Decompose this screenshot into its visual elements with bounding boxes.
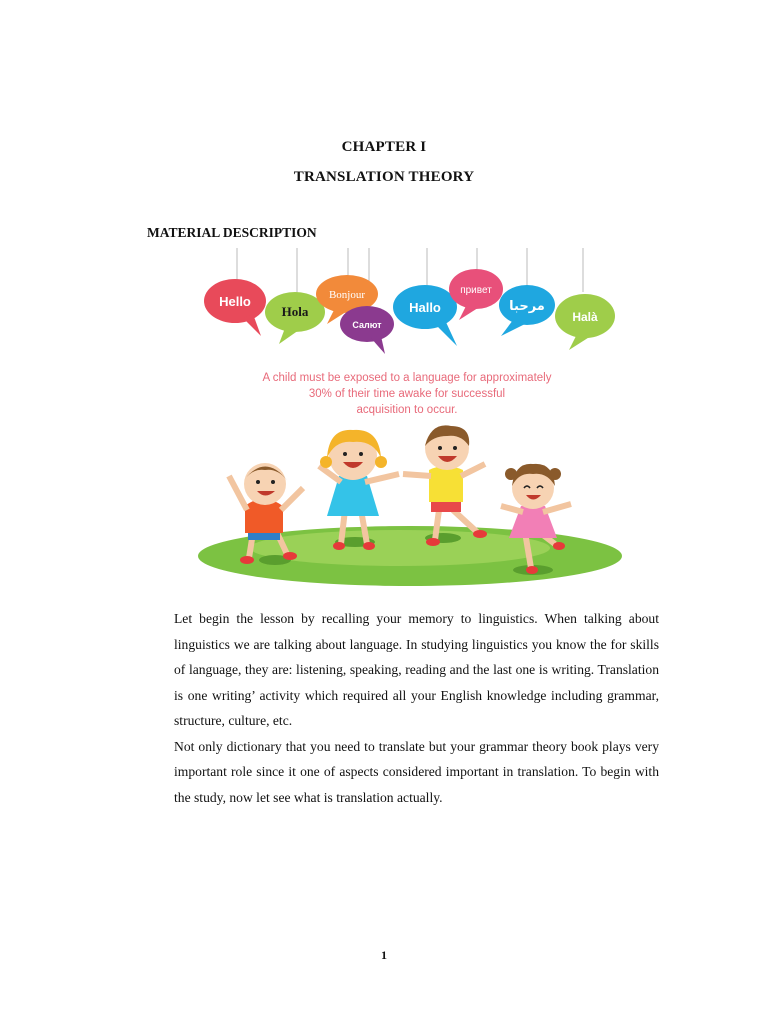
bubble-marhaba — [499, 285, 555, 336]
bubble-salut — [340, 306, 394, 354]
chapter-title: TRANSLATION THEORY — [293, 169, 475, 185]
bubble-marhaba-text: مرحبا — [509, 298, 545, 313]
caption-line-3: acquisition to occur. — [356, 404, 458, 416]
body-text — [174, 606, 659, 810]
bubble-privet-text: привет — [460, 285, 492, 296]
body-paragraph-1: Let begin the lesson by recalling your memory to linguistics. When talking about linguistics we are talking about language. In studying linguistics you know the for skills of language, they are: listening, speaking, reading and the last one is writing. Translation is one writing’ activity which required all your English knowledge including grammar, structure, culture, etc. — [174, 611, 659, 728]
bubble-hello — [204, 279, 266, 336]
bubble-privet — [449, 269, 503, 320]
bubble-hallo-text: Hallo — [409, 300, 441, 315]
section-heading: MATERIAL DESCRIPTION — [147, 225, 317, 240]
caption-line-2: 30% of their time awake for successful — [308, 388, 506, 400]
language-illustration — [195, 248, 625, 588]
bubble-salut-text: Салют — [352, 320, 382, 330]
caption-line-1: A child must be exposed to a language for approximately — [262, 372, 552, 384]
page-number: 1 — [381, 948, 387, 962]
illustration-svg — [195, 248, 625, 588]
bubble-hello-text: Hello — [219, 294, 251, 309]
bubble-hallo — [393, 285, 457, 346]
bubble-bonjour-text: Bonjour — [328, 289, 366, 301]
body-paragraph-2: Not only dictionary that you need to translate but your grammar theory book plays very important role since it one of aspects considered important in translation. To begin with the study, now let see what is translation actually. — [174, 738, 659, 805]
bubble-hola — [265, 292, 325, 344]
bubble-hala — [555, 294, 615, 350]
chapter-number: CHAPTER I — [341, 139, 427, 155]
bubble-hola-text: Hola — [281, 304, 309, 319]
bubble-hala-text: Halà — [572, 310, 598, 324]
